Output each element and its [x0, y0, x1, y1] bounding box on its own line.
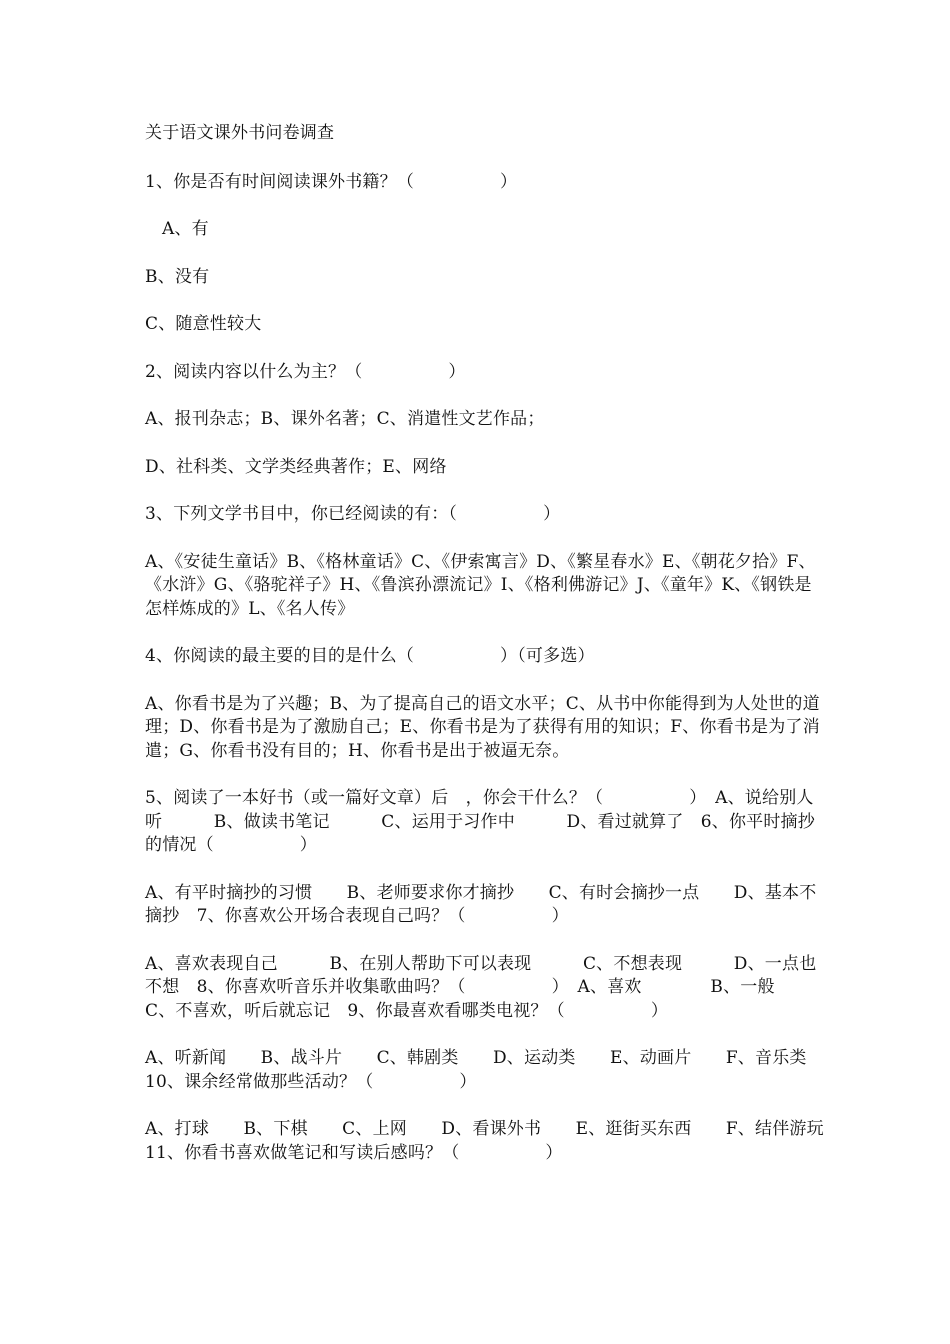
paragraph: A、有平时摘抄的习惯 B、老师要求你才摘抄 C、有时会摘抄一点 D、基本不摘抄 7、你喜欢公开场合表现自己吗？（ ） [145, 882, 817, 926]
paragraph: 3、下列文学书目中，你已经阅读的有：（ ） [145, 504, 561, 524]
paragraph: D、社科类、文学类经典著作；E、网络 [145, 456, 447, 477]
paragraph: 5、阅读了一本好书（或一篇好文章）后 ，你会干什么？（ ） A、说给别人听 B、做读书笔记 C、运用于习作中 D、看过就算了 6、你平时摘抄的情况（ ） [145, 788, 815, 855]
paragraph: B、没有 [145, 266, 210, 287]
paragraph: C、随意性较大 [145, 314, 262, 334]
paragraph: A、有 [162, 219, 209, 239]
paragraph: A、喜欢表现自己 B、在别人帮助下可以表现 C、不想表现 D、一点也不想 8、你喜欢听音乐并收集歌曲吗？（ ） A、喜欢 B、一般 C、不喜欢，听后就忘记 9、你最喜欢看哪类电视？（ ） [145, 953, 844, 1021]
paragraph: A、打球 B、下棋 C、上网 D、看课外书 E、逛街买东西 F、结伴游玩 11、你看书喜欢做笔记和写读后感吗？（ ） [145, 1119, 842, 1163]
question-list [145, 171, 844, 1166]
paragraph: A、听新闻 B、战斗片 C、韩剧类 D、运动类 E、动画片 F、音乐类 10、课余经常做那些活动？（ ） [145, 1048, 824, 1092]
paragraph: A、报刊杂志；B、课外名著；C、消遣性文艺作品； [145, 409, 545, 429]
paragraph: A、《安徒生童话》B、《格林童话》C、《伊索寓言》D、《繁星春水》E、《朝花夕拾》F、《水浒》G、《骆驼祥子》H、《鲁滨孙漂流记》I、《格利佛游记》J、《童年》K、《钢铁是怎样炼成的》L、《名人传》 [145, 551, 816, 619]
paragraph: 1、你是否有时间阅读课外书籍？（ ） [145, 171, 518, 192]
document-body [145, 122, 844, 1189]
document-title: 关于语文课外书问卷调查 [145, 123, 335, 143]
paragraph: A、你看书是为了兴趣；B、为了提高自己的语文水平；C、从书中你能得到为人处世的道理；D、你看书是为了激励自己；E、你看书是为了获得有用的知识；F、你看书是为了消遣；G、你看书没有目的；H、你看书是出于被逼无奈。 [145, 693, 820, 761]
paragraph: 4、你阅读的最主要的目的是什么（ ）（可多选） [145, 646, 595, 666]
paragraph: 2、阅读内容以什么为主？（ ） [145, 361, 466, 382]
